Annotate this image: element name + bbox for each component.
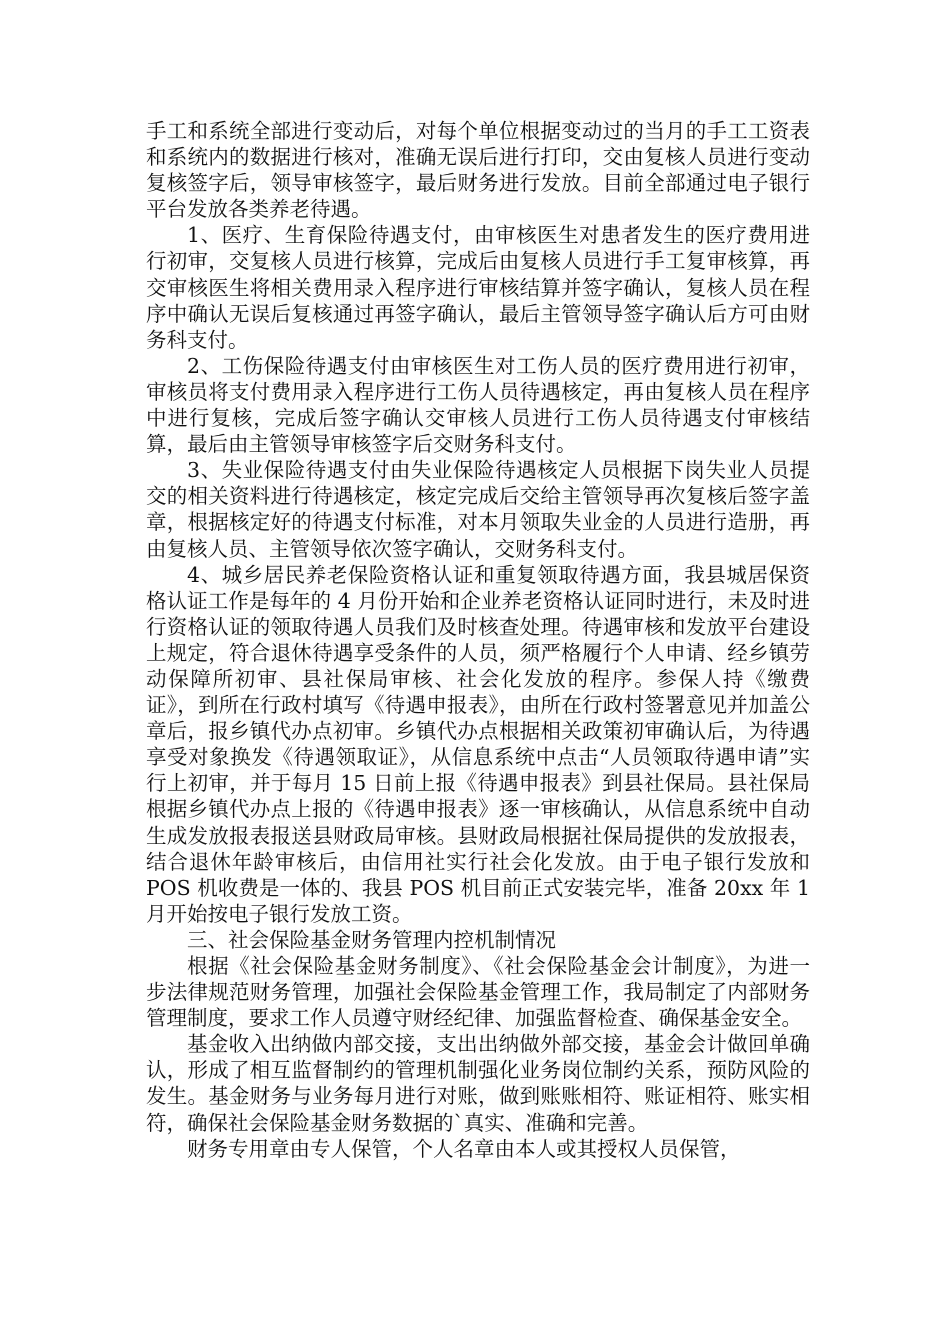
paragraph-continuation: 手工和系统全部进行变动后，对每个单位根据变动过的当月的手工工资表和系统内的数据进行核对，准确无误后进行打印，交由复核人员进行变动复核签字后，领导审核签字，最后财务进行发放。目前全部通过电子银行平台发放各类养老待遇。 — [146, 119, 810, 222]
paragraph-financial-regulations: 根据《社会保险基金财务制度》、《社会保险基金会计制度》，为进一步法律规范财务管理，加强社会保险基金管理工作，我局制定了内部财务管理制度，要求工作人员遵守财经纪律、加强监督检查、确保基金安全。 — [146, 954, 810, 1031]
paragraph-cashier-handover: 基金收入出纳做内部交接，支出出纳做外部交接，基金会计做回单确认，形成了相互监督制约的管理机制强化业务岗位制约关系，预防风险的发生。基金财务与业务每月进行对账，做到账账相符、账证相符、账实相符，确保社会保险基金财务数据的`真实、准确和完善。 — [146, 1032, 810, 1135]
document-page — [146, 118, 810, 1162]
paragraph-unemployment-payment: 3、失业保险待遇支付由失业保险待遇核定人员根据下岗失业人员提交的相关资料进行待遇核定，核定完成后交给主管领导再次复核后签字盖章，根据核定好的待遇支付标准，对本月领取失业金的人员进行造册，再由复核人员、主管领导依次签字确认，交财务科支付。 — [146, 458, 810, 561]
section-heading-internal-control: 三、社会保险基金财务管理内控机制情况 — [187, 927, 556, 952]
paragraph-urban-rural-pension: 4、城乡居民养老保险资格认证和重复领取待遇方面，我县城居保资格认证工作是每年的 4 月份开始和企业养老资格认证同时进行，未及时进行资格认证的领取待遇人员我们及时核查处理。待遇审核和发放平台建设上规定，符合退休待遇享受条件的人员，须严格履行个人申请、经乡镇劳动保障所初审、县社保局审核、社会化发放的程序。参保人持《缴费证》，到所在行政村填写《待遇申报表》，由所在行政村签署意见并加盖公章后，报乡镇代办点初审。乡镇代办点根据相关政策初审确认后，为待遇享受对象换发《待遇领取证》，从信息系统中点击“人员领取待遇申请”实行上初审，并于每月 15 日前上报《待遇申报表》到县社保局。县社保局根据乡镇代办点上报的《待遇申报表》逐一审核确认，从信息系统中自动生成发放报表报送县财政局审核。县财政局根据社保局提供的发放报表，结合退休年龄审核后，由信用社实行社会化发放。由于电子银行发放和 POS 机收费是一体的、我县 POS 机目前正式安装完毕，准备 20xx 年 1 月开始按电子银行发放工资。 — [146, 562, 810, 926]
paragraph-medical-maternity-payment: 1、医疗、生育保险待遇支付，由审核医生对患者发生的医疗费用进行初审，交复核人员进行核算，完成后由复核人员进行手工复审核算，再交审核医生将相关费用录入程序进行审核结算并签字确认，复核人员在程序中确认无误后复核通过再签字确认，最后主管领导签字确认后方可由财务科支付。 — [146, 223, 810, 352]
paragraph-work-injury-payment: 2、工伤保险待遇支付由审核医生对工伤人员的医疗费用进行初审，审核员将支付费用录入程序进行工伤人员待遇核定，再由复核人员在程序中进行复核，完成后签字确认交审核人员进行工伤人员待遇支付审核结算，最后由主管领导审核签字后交财务科支付。 — [146, 353, 810, 457]
paragraph-seal-custody: 财务专用章由专人保管，个人名章由本人或其授权人员保管， — [187, 1136, 741, 1161]
